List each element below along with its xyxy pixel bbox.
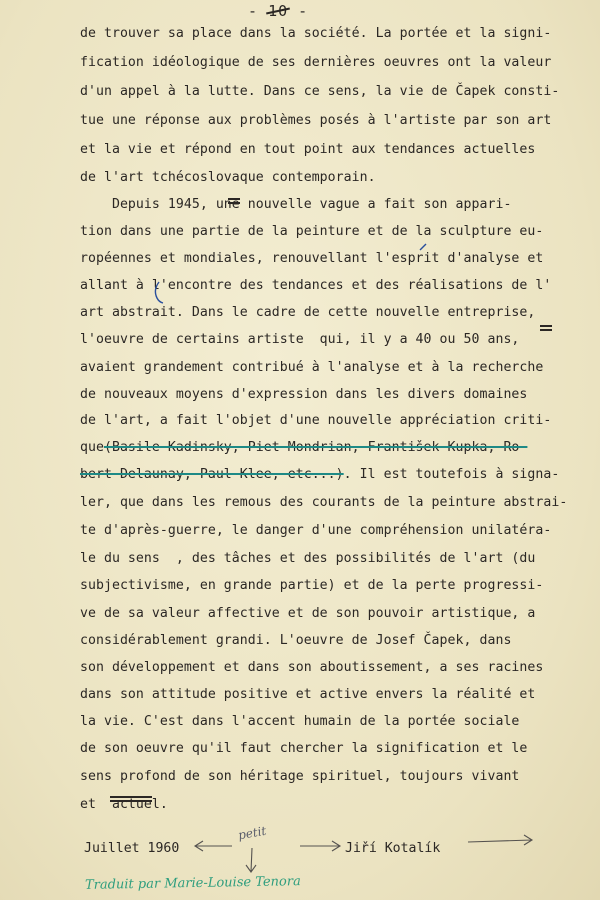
text-line: te d'après-guerre, le danger d'une compréhension unilatéra- — [80, 523, 552, 538]
text-line: Depuis 1945, une nouvelle vague a fait son appari- — [80, 197, 512, 212]
signoff-author: Jiří Kotalík — [345, 841, 441, 856]
text-line: considérablement grandi. L'oeuvre de Josef Čapek, dans — [80, 633, 512, 648]
handwritten-petit-note: petit — [236, 823, 268, 843]
text-line-start: que — [80, 440, 104, 455]
page-number-value: 10 — [268, 2, 289, 20]
text-line: l'oeuvre de certains artiste qui, il y a 40 ou 50 ans, — [80, 332, 520, 347]
text-line: de nouveaux moyens d'expression dans les divers domaines — [80, 387, 528, 402]
signoff-date: Juillet 1960 — [84, 841, 180, 856]
text-line: de son oeuvre qu'il faut chercher la signification et le — [80, 741, 528, 756]
text-line — [80, 467, 559, 482]
text-line: le du sens , des tâches et des possibilités de l'art (du — [80, 551, 536, 566]
text-line: dans son attitude positive et active envers la réalité et — [80, 687, 536, 702]
handwritten-translator-note: Traduit par Marie-Louise Tenora — [84, 874, 301, 893]
struck-artist-list-part-2: bert Delaunay, Paul Klee, etc...) — [80, 467, 344, 482]
text-line: ler, que dans les remous des courants de la peinture abstrai- — [80, 495, 568, 510]
text-line: avaient grandement contribué à l'analyse et à la recherche — [80, 360, 544, 375]
page-number: - 10 - — [248, 2, 309, 20]
text-line: subjectivisme, en grande partie) et de la perte progressi- — [80, 578, 544, 593]
text-line: tion dans une partie de la peinture et de la sculpture eu- — [80, 224, 544, 239]
text-line: de trouver sa place dans la société. La portée et la signi- — [80, 26, 552, 41]
text-line-rest: . Il est toutefois à signa- — [343, 467, 560, 482]
text-line: de l'art tchécoslovaque contemporain. — [80, 170, 376, 185]
text-line: d'un appel à la lutte. Dans ce sens, la vie de Čapek consti- — [80, 84, 560, 99]
text-line: ve de sa valeur affective et de son pouvoir artistique, a — [80, 606, 536, 621]
text-line: sens profond de son héritage spirituel, toujours vivant — [80, 769, 520, 784]
text-line — [80, 440, 527, 455]
text-line: de l'art, a fait l'objet d'une nouvelle appréciation criti- — [80, 413, 552, 428]
text-line: ropéennes et mondiales, renouvellant l'esprit d'analyse et — [80, 251, 544, 266]
text-line: et actuel. — [80, 797, 168, 812]
text-line: et la vie et répond en tout point aux tendances actuelles — [80, 142, 536, 157]
text-line: allant à l'encontre des tendances et des réalisations de l' — [80, 278, 552, 293]
text-line: art abstrait. Dans le cadre de cette nouvelle entreprise, — [80, 305, 536, 320]
text-line: fication idéologique de ses dernières oeuvres ont la valeur — [80, 55, 552, 70]
text-line: la vie. C'est dans l'accent humain de la portée sociale — [80, 714, 520, 729]
text-line: son développement et dans son aboutissement, a ses racines — [80, 660, 544, 675]
struck-artist-list-part-1: (Basile Kadinsky, Piet Mondrian, František Kupka, Ro- — [103, 440, 528, 455]
text-line: tue une réponse aux problèmes posés à l'artiste par son art — [80, 113, 552, 128]
